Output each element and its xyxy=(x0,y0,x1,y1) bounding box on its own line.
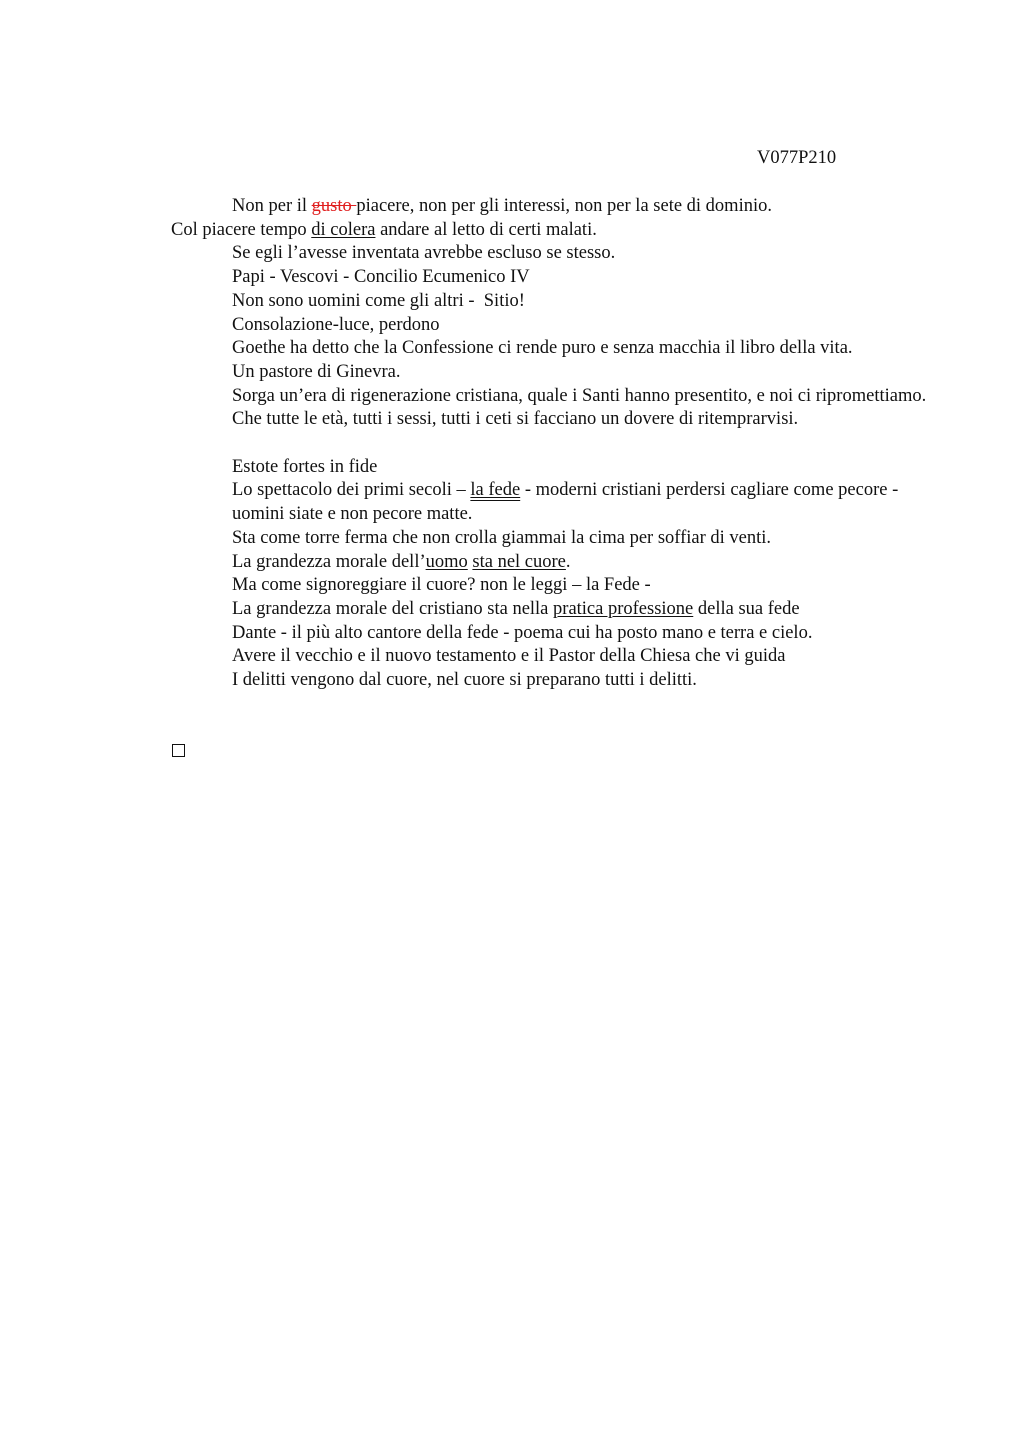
underlined-phrase: sta nel cuore xyxy=(472,551,566,572)
line-19: Avere il vecchio e il nuovo testamento e il Pastor della Chiesa che vi guida xyxy=(232,646,786,667)
line-10: Che tutte le età, tutti i sessi, tutti i ceti si facciano un dovere di ritemprarvisi. xyxy=(232,409,799,430)
text-run: andare al letto di certi malati. xyxy=(375,219,597,240)
deleted-word: gusto xyxy=(311,196,357,216)
line-5: Non sono uomini come gli altri - Sitio! xyxy=(232,290,525,311)
text-run: - moderni cristiani perdersi cagliare come pecore - xyxy=(520,480,899,501)
line-13: uomini siate e non pecore matte. xyxy=(232,504,473,525)
line-6: Consolazione-luce, perdono xyxy=(232,314,440,335)
line-2 xyxy=(171,219,961,243)
line-7: Goethe ha detto che la Confessione ci rende puro e senza macchia il libro della vita. xyxy=(232,338,853,359)
text-run: . xyxy=(565,551,571,572)
underlined-phrase: pratica professione xyxy=(553,598,694,619)
line-8: Un pastore di Ginevra. xyxy=(232,361,401,382)
line-17 xyxy=(171,598,961,622)
document-body xyxy=(171,195,961,693)
line-12 xyxy=(171,479,961,503)
double-underlined-phrase: la fede xyxy=(470,480,521,501)
text-run: La grandezza morale dell’ xyxy=(232,551,426,572)
line-16: Ma come signoreggiare il cuore? non le leggi – la Fede - xyxy=(232,575,651,596)
line-14: Sta come torre ferma che non crolla giammai la cima per soffiar di venti. xyxy=(232,527,772,548)
line-20: I delitti vengono dal cuore, nel cuore si preparano tutti i delitti. xyxy=(232,670,697,691)
line-18: Dante - il più alto cantore della fede - poema cui ha posto mano e terra e cielo. xyxy=(232,622,813,643)
text-run: della sua fede xyxy=(693,598,800,619)
line-4: Papi - Vescovi - Concilio Ecumenico IV xyxy=(232,267,530,288)
line-3: Se egli l’avesse inventata avrebbe escluso se stesso. xyxy=(232,243,616,264)
text-run: Non per il xyxy=(232,196,312,216)
document-id: V077P210 xyxy=(757,148,837,168)
line-15 xyxy=(171,551,961,575)
text-run: Lo spettacolo dei primi secoli – xyxy=(232,480,471,501)
underlined-word: uomo xyxy=(425,551,468,572)
text-run: La grandezza morale del cristiano sta nella xyxy=(232,598,554,619)
underlined-phrase: di colera xyxy=(311,219,376,240)
blank-line xyxy=(171,432,961,456)
empty-square-icon xyxy=(172,744,185,757)
line-1 xyxy=(171,195,961,219)
line-9: Sorga un’era di rigenerazione cristiana, quale i Santi hanno presentito, e noi ci ripromettiamo. xyxy=(232,385,927,406)
text-run: Col piacere tempo xyxy=(171,219,312,240)
text-run: piacere, non per gli interessi, non per la sete di dominio. xyxy=(356,196,772,216)
line-11: Estote fortes in fide xyxy=(232,456,378,477)
